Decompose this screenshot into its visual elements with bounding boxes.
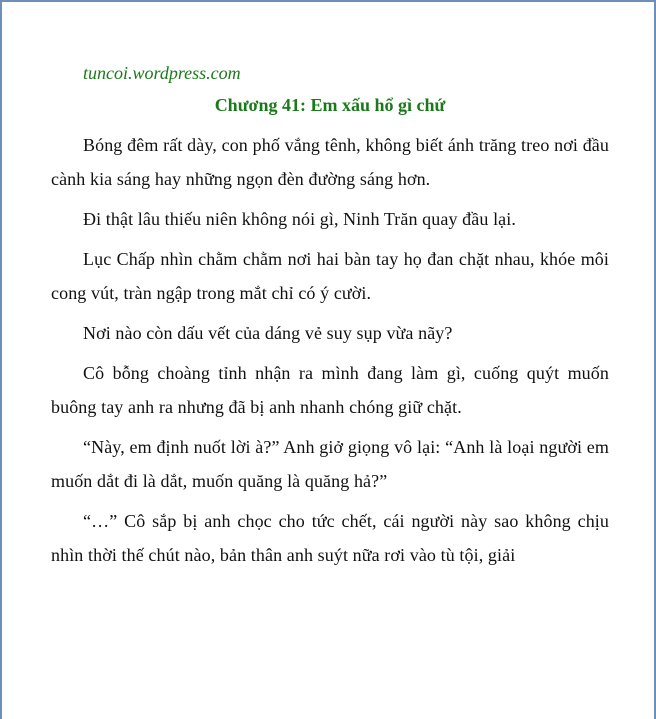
page-content <box>51 58 609 578</box>
paragraph-7: “…” Cô sắp bị anh chọc cho tức chết, cái người này sao không chịu nhìn thời thế chút nào, bản thân anh suýt nữa rơi vào tù tội, giải <box>51 511 609 565</box>
chapter-title: Chương 41: Em xấu hổ gì chứ <box>214 95 446 115</box>
paragraph-1: Bóng đêm rất dày, con phố vắng tênh, không biết ánh trăng treo nơi đầu cành kia sáng hay những ngọn đèn đường sáng hơn. <box>51 135 609 189</box>
site-header: tuncoi.wordpress.com <box>83 63 241 83</box>
paragraph-3: Lục Chấp nhìn chằm chằm nơi hai bàn tay họ đan chặt nhau, khóe môi cong vút, tràn ngập trong mắt chỉ có ý cười. <box>51 249 609 303</box>
paragraph-2: Đi thật lâu thiếu niên không nói gì, Ninh Trăn quay đầu lại. <box>83 209 516 229</box>
paragraph-6: “Này, em định nuốt lời à?” Anh giở giọng vô lại: “Anh là loại người em muốn dắt đi là dắt, muốn quăng là quăng hả?” <box>51 437 609 491</box>
paragraph-5: Cô bỗng choàng tỉnh nhận ra mình đang làm gì, cuống quýt muốn buông tay anh ra nhưng đã bị anh nhanh chóng giữ chặt. <box>51 363 609 417</box>
paragraph-4: Nơi nào còn dấu vết của dáng vẻ suy sụp vừa nãy? <box>83 323 453 343</box>
